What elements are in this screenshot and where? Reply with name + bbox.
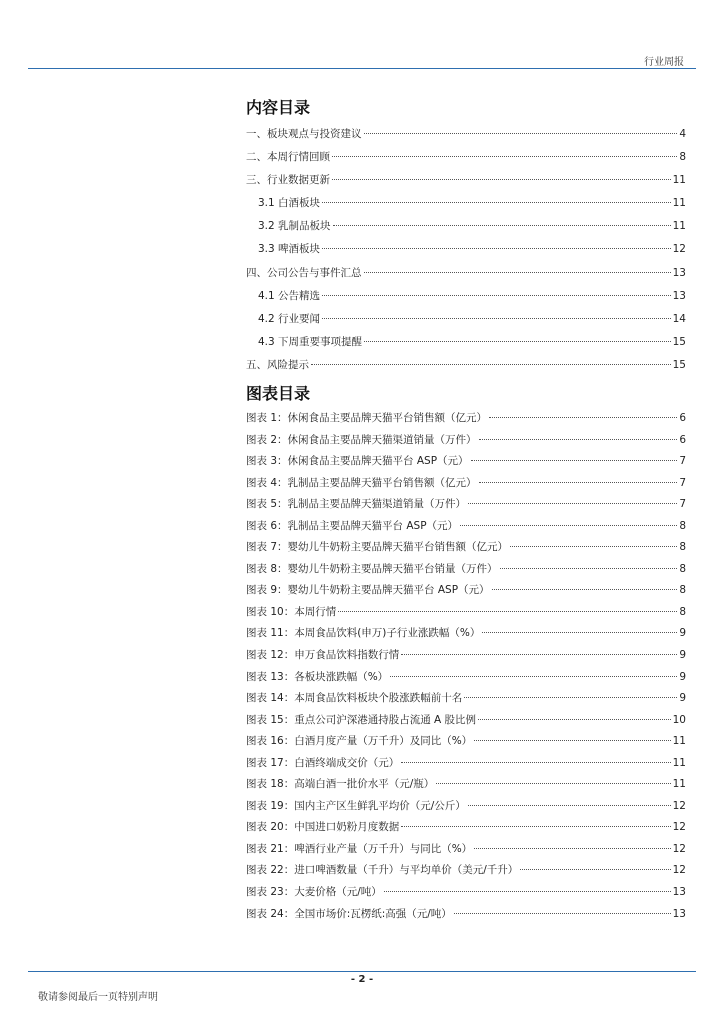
figure-entry-page: 6 <box>679 433 686 446</box>
dot-leader <box>474 848 670 849</box>
figure-entry-page: 7 <box>679 455 686 468</box>
toc-entry-page: 13 <box>672 289 686 302</box>
toc-entry[interactable] <box>246 285 686 308</box>
figure-entry-label: 图表 8：婴幼儿牛奶粉主要品牌天猫平台销量（万件） <box>246 562 498 575</box>
figure-entry-label: 图表 1：休闲食品主要品牌天猫平台销售额（亿元） <box>246 412 488 424</box>
toc-entry-page: 8 <box>679 151 686 164</box>
figure-entry-page: 12 <box>672 842 686 855</box>
figure-entry-page: 11 <box>672 756 686 769</box>
toc-entry-label: 五、风险提示 <box>246 358 309 371</box>
figure-entry-page: 10 <box>672 713 686 726</box>
dot-leader <box>479 439 678 440</box>
dot-leader <box>489 417 677 418</box>
dot-leader <box>364 133 678 134</box>
footer-disclaimer: 敬请参阅最后一页特别声明 <box>38 992 158 1003</box>
toc-entry-page: 11 <box>672 220 686 233</box>
dot-leader <box>364 272 671 273</box>
dot-leader <box>384 891 671 892</box>
dot-leader <box>454 913 671 914</box>
dot-leader <box>468 805 671 806</box>
toc-entry[interactable] <box>246 331 686 354</box>
figure-entry[interactable] <box>246 817 686 839</box>
figure-entry-label: 图表 15：重点公司沪深港通持股占流通 A 股比例 <box>246 713 477 726</box>
figure-entry[interactable] <box>246 623 686 645</box>
figure-entry-page: 13 <box>672 907 686 920</box>
figure-entry-page: 8 <box>679 519 686 532</box>
dot-leader <box>471 460 678 461</box>
toc-entry-label: 4.2 行业要闻 <box>258 312 321 325</box>
figure-entry-label: 图表 7：婴幼儿牛奶粉主要品牌天猫平台销售额（亿元） <box>246 541 509 554</box>
dot-leader <box>333 225 671 226</box>
dot-leader <box>401 654 677 655</box>
figure-entry[interactable] <box>246 516 686 538</box>
toc-entry[interactable] <box>246 354 686 377</box>
dot-leader <box>478 719 671 720</box>
figure-entry-page: 8 <box>679 541 686 554</box>
figure-entry-label: 图表 13：各板块涨跌幅（%） <box>246 670 389 683</box>
dot-leader <box>322 248 671 249</box>
toc-entry[interactable] <box>246 146 686 169</box>
figure-entry[interactable] <box>246 882 686 904</box>
figure-entry-label: 图表 24：全国市场价:瓦楞纸:高强（元/吨） <box>246 907 452 920</box>
figure-entry[interactable] <box>246 430 686 452</box>
figure-entry-page: 12 <box>672 864 686 877</box>
toc-entry[interactable] <box>246 123 686 146</box>
header-rule <box>28 68 696 69</box>
toc-entry-label: 一、板块观点与投资建议 <box>246 128 362 140</box>
dot-leader <box>401 762 670 763</box>
page-number: - 2 - <box>350 974 374 985</box>
dot-leader <box>479 482 678 483</box>
figure-entry-label: 图表 19：国内主产区生鲜乳平均价（元/公斤） <box>246 799 466 812</box>
figure-entry-label: 图表 20：中国进口奶粉月度数据 <box>246 821 400 834</box>
header-title: 行业周报 <box>644 57 684 68</box>
toc-entry-page: 11 <box>672 197 686 210</box>
dot-leader <box>322 295 671 296</box>
figure-entry[interactable] <box>246 537 686 559</box>
footer-rule <box>28 971 696 972</box>
toc-entry-label: 3.1 白酒板块 <box>258 197 321 210</box>
toc-entry[interactable] <box>246 262 686 285</box>
figure-entry[interactable] <box>246 904 686 926</box>
toc-entry-page: 13 <box>672 266 686 279</box>
toc-entry-page: 12 <box>672 243 686 256</box>
figure-entry-page: 7 <box>679 498 686 511</box>
dot-leader <box>311 364 671 365</box>
toc-entry[interactable] <box>246 238 686 261</box>
dot-leader <box>401 826 670 827</box>
dot-leader <box>364 341 671 342</box>
dot-leader <box>482 632 677 633</box>
figure-entry-label: 图表 17：白酒终端成交价（元） <box>246 756 400 769</box>
toc-entry-page: 4 <box>679 128 686 140</box>
figure-entry[interactable] <box>246 451 686 473</box>
toc-entry[interactable] <box>246 308 686 331</box>
toc-entry-label: 三、行业数据更新 <box>246 174 330 187</box>
toc-entry-page: 14 <box>672 312 686 325</box>
figure-entry-label: 图表 14：本周食品饮料板块个股涨跌幅前十名 <box>246 692 463 705</box>
figure-entry-label: 图表 10：本周行情 <box>246 605 337 618</box>
toc-list <box>246 123 686 377</box>
figure-entry-page: 12 <box>672 799 686 812</box>
toc-entry-page: 11 <box>672 174 686 187</box>
dot-leader <box>468 503 677 504</box>
toc-entry[interactable] <box>246 169 686 192</box>
toc-entry-page: 15 <box>672 358 686 371</box>
dot-leader <box>322 202 671 203</box>
figure-entry-label: 图表 3：休闲食品主要品牌天猫平台 ASP（元） <box>246 455 469 468</box>
figure-entry-label: 图表 12：申万食品饮料指数行情 <box>246 649 400 662</box>
dot-leader <box>322 318 671 319</box>
toc-entry-label: 二、本周行情回顾 <box>246 151 330 164</box>
figure-list <box>246 408 686 925</box>
toc-heading: 内容目录 <box>246 98 311 117</box>
figure-entry-page: 12 <box>672 821 686 834</box>
figure-entry-label: 图表 9：婴幼儿牛奶粉主要品牌天猫平台 ASP（元） <box>246 584 490 597</box>
figure-entry[interactable] <box>246 559 686 581</box>
figure-entry-label: 图表 4：乳制品主要品牌天猫平台销售额（亿元） <box>246 476 477 489</box>
figure-entry-label: 图表 22：进口啤酒数量（千升）与平均单价（美元/千升） <box>246 864 519 877</box>
dot-leader <box>520 869 670 870</box>
toc-entry-label: 4.1 公告精选 <box>258 289 321 302</box>
figure-entry-label: 图表 23：大麦价格（元/吨） <box>246 886 382 899</box>
toc-entry-label: 3.3 啤酒板块 <box>258 243 321 256</box>
figure-entry-label: 图表 18：高端白酒一批价水平（元/瓶） <box>246 778 435 791</box>
dot-leader <box>500 568 678 569</box>
toc-entry[interactable] <box>246 215 686 238</box>
dot-leader <box>332 179 671 180</box>
dot-leader <box>460 525 677 526</box>
dot-leader <box>474 740 670 741</box>
figure-entry[interactable] <box>246 753 686 775</box>
dot-leader <box>492 589 678 590</box>
figure-entry-page: 8 <box>679 605 686 618</box>
figure-entry[interactable] <box>246 602 686 624</box>
figure-entry[interactable] <box>246 860 686 882</box>
figure-entry-page: 9 <box>679 692 686 705</box>
dot-leader <box>338 611 677 612</box>
toc-entry-page: 15 <box>672 335 686 348</box>
figure-entry-page: 6 <box>679 412 686 424</box>
dot-leader <box>510 546 677 547</box>
figure-entry-label: 图表 6：乳制品主要品牌天猫平台 ASP（元） <box>246 519 459 532</box>
figure-entry[interactable] <box>246 774 686 796</box>
dot-leader <box>436 783 670 784</box>
figure-entry[interactable] <box>246 796 686 818</box>
figure-entry-page: 8 <box>679 562 686 575</box>
figure-entry-label: 图表 16：白酒月度产量（万千升）及同比（%） <box>246 735 473 748</box>
figure-entry-page: 9 <box>679 670 686 683</box>
toc-entry-label: 4.3 下周重要事项提醒 <box>258 335 363 348</box>
dot-leader <box>464 697 677 698</box>
figure-entry[interactable] <box>246 473 686 495</box>
toc-entry[interactable] <box>246 192 686 215</box>
figure-entry[interactable] <box>246 688 686 710</box>
figure-entry-label: 图表 2：休闲食品主要品牌天猫渠道销量（万件） <box>246 433 477 446</box>
figure-entry-page: 11 <box>672 735 686 748</box>
toc-entry-label: 3.2 乳制品板块 <box>258 220 331 233</box>
figure-entry-label: 图表 21：啤酒行业产量（万千升）与同比（%） <box>246 842 473 855</box>
figure-entry[interactable] <box>246 580 686 602</box>
figure-entry[interactable] <box>246 731 686 753</box>
figure-entry-page: 9 <box>679 649 686 662</box>
figure-entry[interactable] <box>246 667 686 689</box>
figure-entry-page: 7 <box>679 476 686 489</box>
dot-leader <box>390 676 677 677</box>
figure-entry[interactable] <box>246 645 686 667</box>
dot-leader <box>332 156 677 157</box>
figure-entry[interactable] <box>246 494 686 516</box>
toc-entry-label: 四、公司公告与事件汇总 <box>246 266 362 279</box>
figure-entry-page: 9 <box>679 627 686 640</box>
figure-entry-label: 图表 5：乳制品主要品牌天猫渠道销量（万件） <box>246 498 467 511</box>
figure-entry[interactable] <box>246 839 686 861</box>
figure-entry-page: 11 <box>672 778 686 791</box>
figure-entry[interactable] <box>246 710 686 732</box>
figure-entry[interactable] <box>246 408 686 430</box>
figures-heading: 图表目录 <box>246 384 311 403</box>
figure-entry-label: 图表 11：本周食品饮料(申万)子行业涨跌幅（%） <box>246 627 481 640</box>
figure-entry-page: 13 <box>672 886 686 899</box>
figure-entry-page: 8 <box>679 584 686 597</box>
